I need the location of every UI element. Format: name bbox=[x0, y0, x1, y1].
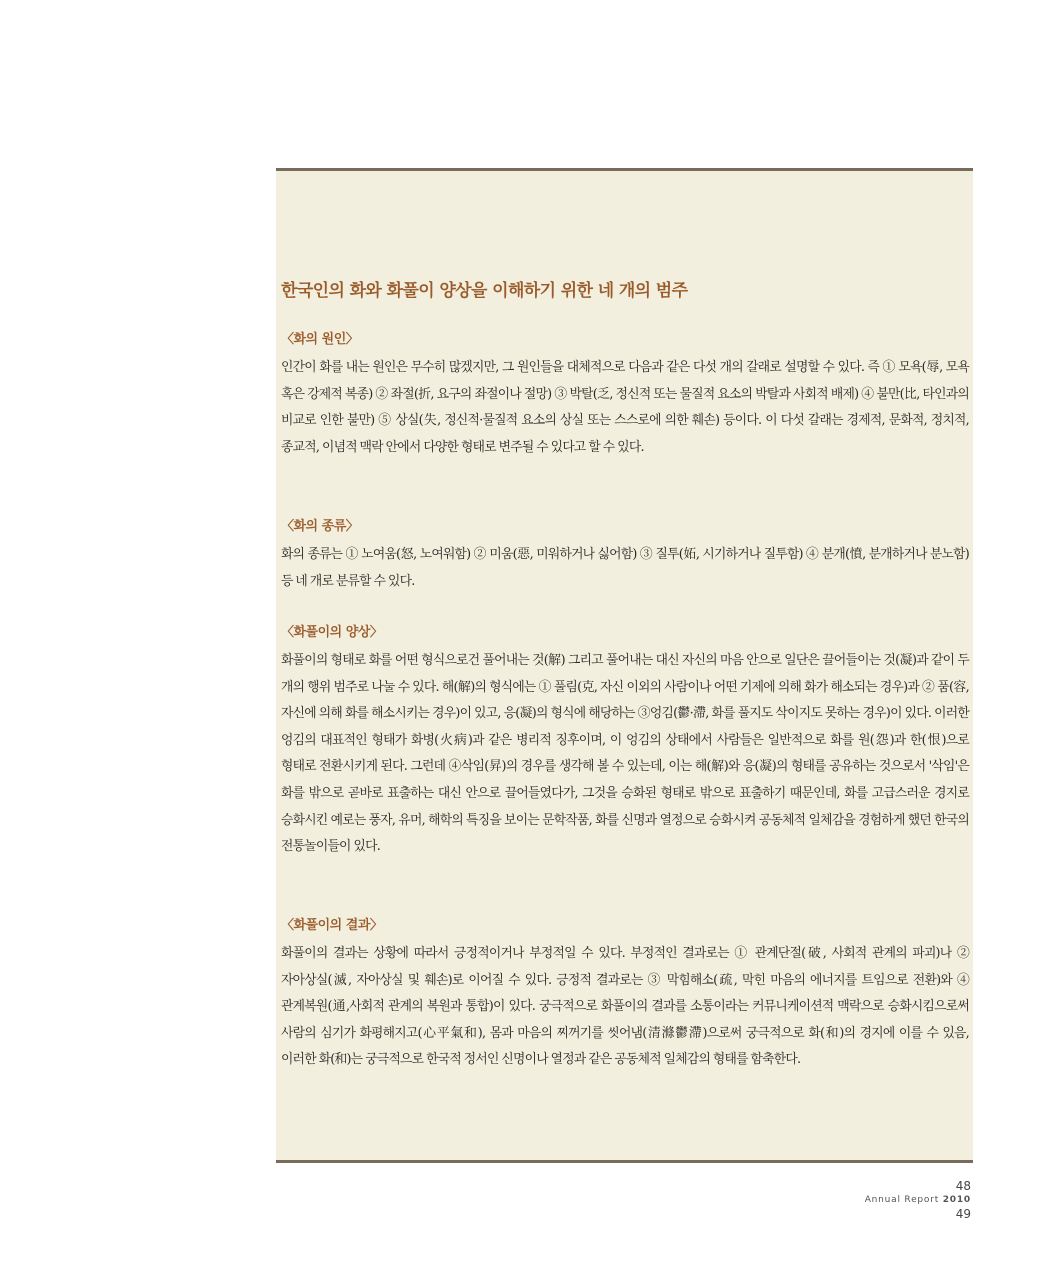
report-label bbox=[860, 1194, 971, 1206]
section-body: 인간이 화를 내는 원인은 무수히 많겠지만, 그 원인들을 대체적으로 다음과 같은 다섯 개의 갈래로 설명할 수 있다. 즉 ① 모욕(辱, 모욕 혹은 강제적 복종) ② 좌절(折, 요구의 좌절이나 절망) ③ 박탈(乏, 정신적 또는 물질적 요소의 박탈과 사회적 배제) ④ 불만(比, 타인과의 비교로 인한 불만) ⑤ 상실(失, 정신적·물질적 요소의 상실 또는 스스로에 의한 훼손) 등이다. 이 다섯 갈래는 경제적, 문화적, 정치적, 종교적, 이념적 맥락 안에서 다양한 형태로 변주될 수 있다고 할 수 있다. bbox=[281, 360, 969, 455]
section-body: 화의 종류는 ① 노여움(怒, 노여워함) ② 미움(惡, 미워하거나 싫어함) ③ 질투(妬, 시기하거나 질투함) ④ 분개(憤, 분개하거나 분노함) 등 네 개로 분류할 수 있다. bbox=[281, 547, 969, 589]
section-body: 화풀이의 결과는 상황에 따라서 긍정적이거나 부정적일 수 있다. 부정적인 결과로는 ① 관계단절(破, 사회적 관계의 파괴)나 ② 자아상실(滅, 자아상실 및 훼손)로 이어질 수 있다. 긍정적 결과로는 ③ 막힘해소(疏, 막힌 마음의 에너지를 트임으로 전환)와 ④ 관계복원(通,사회적 관계의 복원과 통합)이 있다. 궁극적으로 화풀이의 결과를 소통이라는 커뮤니케이션적 맥락으로 승화시킴으로써 사람의 심기가 화평해지고(心平氣和), 몸과 마음의 찌꺼기를 씻어냄(清滌鬱滯)으로써 궁극적으로 화(和)의 경지에 이를 수 있음, 이러한 화(和)는 궁극적으로 한국적 정서인 신명이나 열정과 같은 공동체적 일체감의 형태를 함축한다. bbox=[281, 946, 969, 1068]
section-release-patterns bbox=[281, 624, 969, 861]
section-release-results bbox=[281, 917, 969, 1074]
section-body: 화풀이의 형태로 화를 어떤 형식으로건 풀어내는 것(解) 그리고 풀어내는 대신 자신의 마음 안으로 일단은 끌어들이는 것(凝)과 같이 두 개의 행위 범주로 나눌 수 있다. 해(解)의 형식에는 ① 풀림(克, 자신 이외의 사람이나 어떤 기제에 의해 화가 해소되는 경우)과 ② 품(容, 자신에 의해 화를 해소시키는 경우)이 있고, 응(凝)의 형식에 해당하는 ③엉김(鬱·滯, 화를 풀지도 삭이지도 못하는 경우)이 있다. 이러한 엉김의 대표적인 형태가 화병(火病)과 같은 병리적 징후이며, 이 엉김의 상태에서 사람들은 일반적으로 화를 원(怨)과 한(恨)으로 형태로 전환시키게 된다. 그런데 ④삭임(昇)의 경우를 생각해 볼 수 있는데, 이는 해(解)와 응(凝)의 형태를 공유하는 것으로서 '삭임'은 화를 밖으로 곧바로 표출하는 대신 안으로 끌어들였다가, 그것을 승화된 형태로 밖으로 표출하기 때문인데, 화를 고급스러운 경지로 승화시킨 예로는 풍자, 유머, 해학의 특징을 보이는 문학작품, 화를 신명과 열정으로 승화시켜 공동체적 일체감을 경험하게 했던 한국의 전통놀이들이 있다. bbox=[281, 653, 969, 855]
page-number-right: 49 bbox=[955, 1207, 971, 1221]
section-heading: 〈화풀이의 결과〉 bbox=[281, 918, 383, 933]
report-name: Annual Report bbox=[864, 1195, 940, 1205]
page-title: 한국인의 화와 화풀이 양상을 이해하기 위한 네 개의 범주 bbox=[281, 281, 688, 301]
section-heading: 〈화의 종류〉 bbox=[281, 519, 359, 534]
section-anger-types bbox=[281, 518, 969, 595]
section-heading: 〈화의 원인〉 bbox=[281, 332, 359, 347]
section-anger-causes bbox=[281, 331, 969, 461]
page-footer bbox=[860, 1178, 971, 1222]
page-number-left: 48 bbox=[955, 1179, 971, 1193]
report-year: 2010 bbox=[942, 1195, 971, 1205]
section-heading: 〈화풀이의 양상〉 bbox=[281, 625, 383, 640]
